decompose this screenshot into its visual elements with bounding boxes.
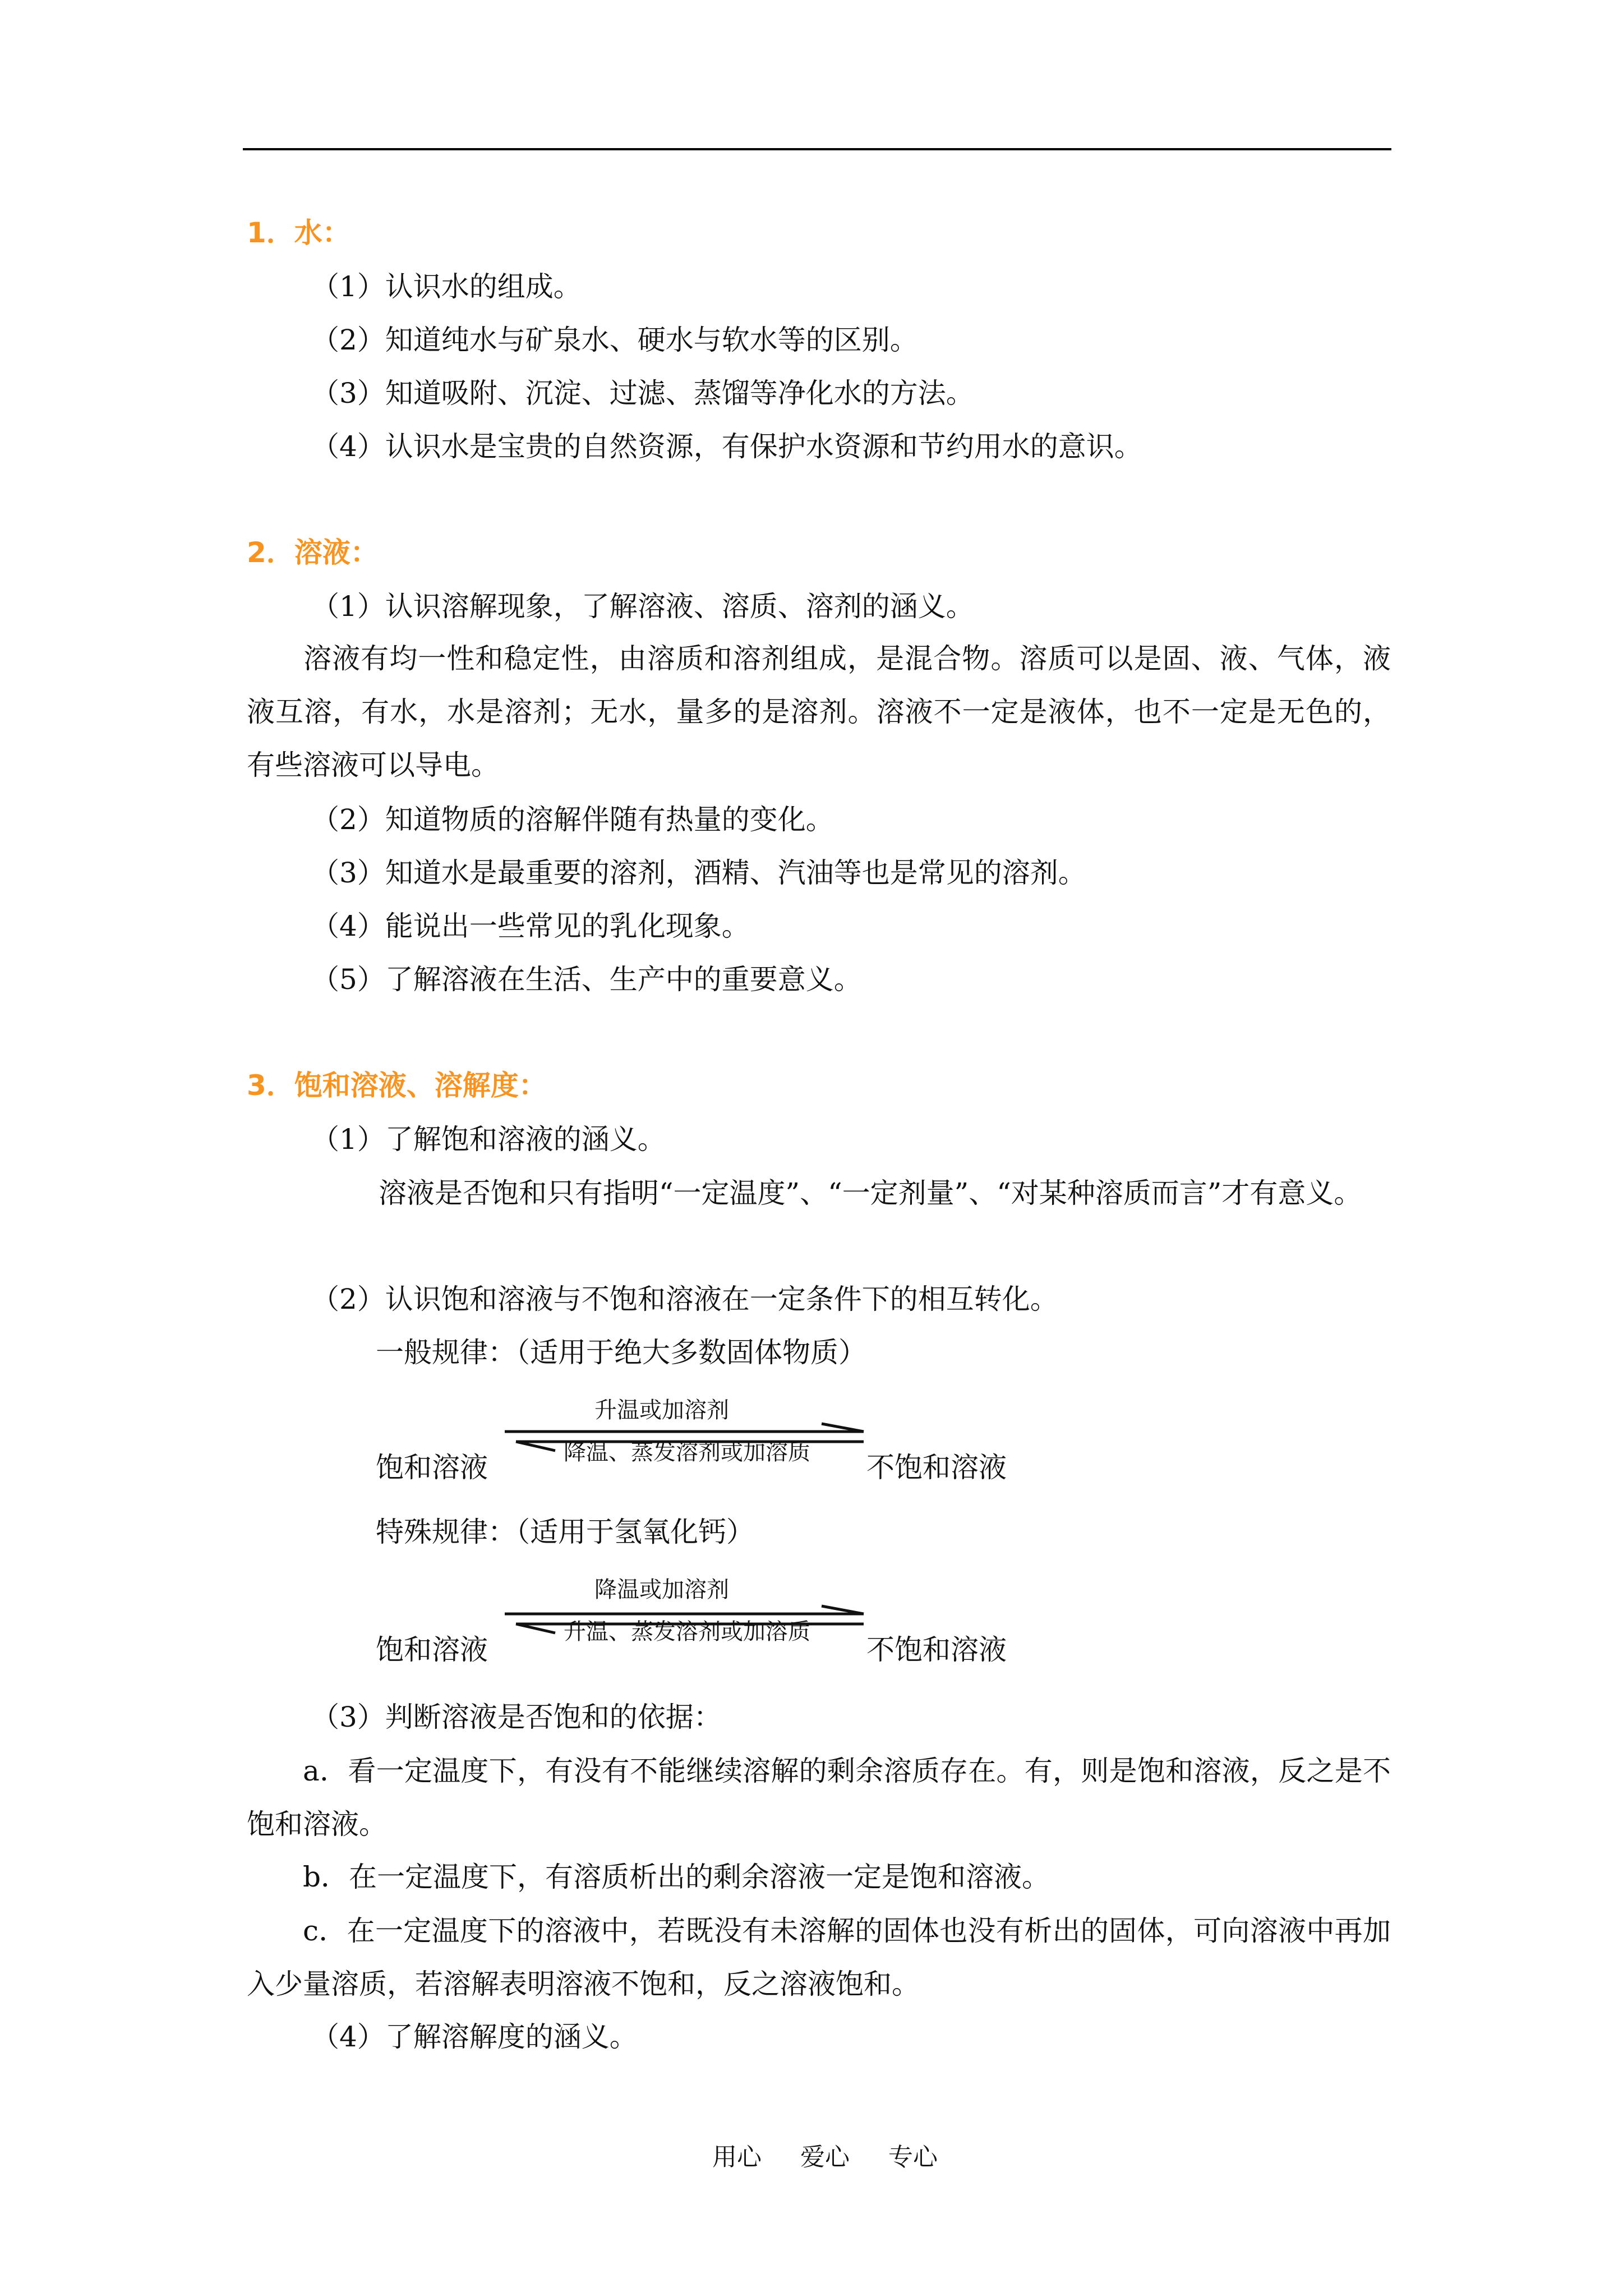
special-saturated-label: 饱和溶液 xyxy=(376,1634,488,1666)
general-reverse-condition: 降温、蒸发溶剂或加溶质 xyxy=(564,1439,810,1465)
section-2-item-2: （2）知道物质的溶解伴随有热量的变化。 xyxy=(311,803,834,836)
footer-word-1: 用心 xyxy=(712,2143,762,2171)
general-saturated-label: 饱和溶液 xyxy=(376,1451,488,1484)
section-1-item-1: （1）认识水的组成。 xyxy=(311,270,582,303)
section-2-item-1: （1）认识溶解现象，了解溶液、溶质、溶剂的涵义。 xyxy=(311,590,974,623)
section-2-heading: 2．溶液： xyxy=(247,536,379,569)
special-rule-label: 特殊规律：（适用于氢氧化钙） xyxy=(376,1516,754,1548)
section-3-item-1: （1）了解饱和溶液的涵义。 xyxy=(311,1123,666,1156)
section-1-item-3: （3）知道吸附、沉淀、过滤、蒸馏等净化水的方法。 xyxy=(311,377,974,409)
section-2-item-3: （3）知道水是最重要的溶剂，酒精、汽油等也是常见的溶剂。 xyxy=(311,857,1086,889)
section-1-heading: 1．水： xyxy=(247,217,351,249)
section-1-item-2: （2）知道纯水与矿泉水、硬水与软水等的区别。 xyxy=(311,324,918,356)
footer-word-3: 专心 xyxy=(888,2143,938,2171)
section-1-item-4: （4）认识水是宝贵的自然资源，有保护水资源和节约用水的意识。 xyxy=(311,430,1142,463)
point-b: b．在一定温度下，有溶质析出的剩余溶液一定是饱和溶液。 xyxy=(303,1861,1050,1893)
special-unsaturated-label: 不饱和溶液 xyxy=(866,1634,1007,1666)
general-forward-condition: 升温或加溶剂 xyxy=(594,1397,729,1423)
footer-word-2: 爱心 xyxy=(800,2143,850,2171)
point-a: a．看一定温度下，有没有不能继续溶解的剩余溶质存在。有，则是饱和溶液，反之是不饱和溶液。 xyxy=(247,1755,1391,1841)
section-3-item-4: （4）了解溶解度的涵义。 xyxy=(311,2021,638,2053)
page-footer xyxy=(712,2143,969,2172)
special-reverse-condition: 升温、蒸发溶剂或加溶质 xyxy=(564,1619,810,1645)
section-3-item-3: （3）判断溶液是否饱和的依据： xyxy=(311,1701,722,1733)
general-unsaturated-label: 不饱和溶液 xyxy=(866,1451,1007,1484)
section-2-item-5: （5）了解溶液在生活、生产中的重要意义。 xyxy=(311,963,862,996)
section-3-item-2: （2）认识饱和溶液与不饱和溶液在一定条件下的相互转化。 xyxy=(311,1283,1058,1315)
section-3-heading: 3．饱和溶液、溶解度： xyxy=(247,1069,547,1102)
section-2-item-4: （4）能说出一些常见的乳化现象。 xyxy=(311,910,750,942)
section-3-paragraph-1: 溶液是否饱和只有指明“一定温度”、“一定剂量”、“对某种溶质而言”才有意义。 xyxy=(379,1177,1362,1209)
header-rule xyxy=(243,148,1391,150)
section-2-paragraph: 溶液有均一性和稳定性，由溶质和溶剂组成，是混合物。溶质可以是固、液、气体，液液互溶，有水，水是溶剂；无水，量多的是溶剂。溶液不一定是液体，也不一定是无色的，有些溶液可以导电。 xyxy=(247,642,1391,781)
special-forward-condition: 降温或加溶剂 xyxy=(594,1577,729,1603)
point-c: c．在一定温度下的溶液中，若既没有未溶解的固体也没有析出的固体，可向溶液中再加入少量溶质，若溶解表明溶液不饱和，反之溶液饱和。 xyxy=(247,1915,1391,2000)
general-rule-label: 一般规律：（适用于绝大多数固体物质） xyxy=(376,1336,866,1369)
